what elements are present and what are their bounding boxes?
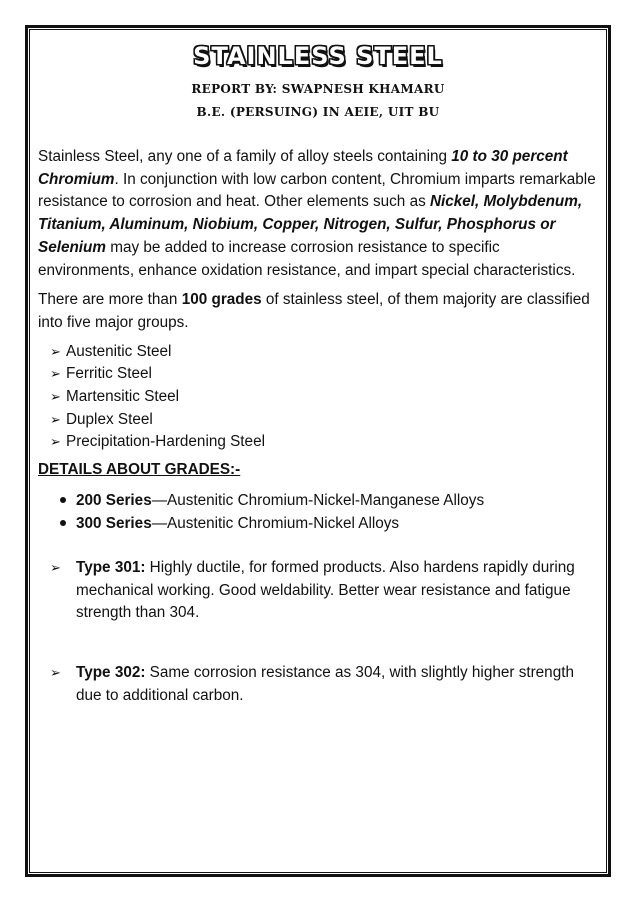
intro-chromium-range: 10 to 30 percent Chromium xyxy=(38,148,568,188)
group-label: Ferritic Steel xyxy=(66,365,152,383)
grades-text-2: of stainless steel, of them majority are classified into five major groups. xyxy=(38,291,590,331)
group-label: Austenitic Steel xyxy=(66,342,172,360)
document-page xyxy=(38,38,598,707)
series-name: 200 Series xyxy=(76,491,152,509)
grades-text-1: There are more than xyxy=(38,291,182,309)
group-label: Duplex Steel xyxy=(66,410,153,428)
groups-list xyxy=(38,341,598,455)
intro-elements: Nickel, Molybdenum, Titanium, Aluminum, Niobium, Copper, Nitrogen, Sulfur, Phosphorus or Selenium xyxy=(38,193,583,256)
list-item xyxy=(50,386,598,409)
grades-count: 100 grades xyxy=(181,291,262,309)
list-item xyxy=(50,431,598,454)
dot-bullet-icon xyxy=(60,497,66,503)
byline-qualification: B.E. (PERSUING) IN AEIE, UIT BU xyxy=(196,105,440,119)
arrow-bullet-icon: ➢ xyxy=(50,411,61,427)
type-name: Type 301: xyxy=(76,558,146,576)
type-301-item xyxy=(38,557,598,625)
intro-paragraph xyxy=(38,146,598,282)
intro-text-2: . In conjunction with low carbon content, Chromium imparts remarkable resistance to corrosion and heat. Other elements such as xyxy=(38,170,596,211)
series-name: 300 Series xyxy=(76,514,152,532)
type-desc: Highly ductile, for formed products. Also hardens rapidly during mechanical working. Good weldability. Better wear resistance and fatigue strength than 304. xyxy=(76,558,575,622)
list-item xyxy=(50,341,598,364)
arrow-bullet-icon: ➢ xyxy=(50,343,61,359)
arrow-bullet-icon: ➢ xyxy=(50,559,61,575)
list-item xyxy=(60,489,598,512)
byline-author: REPORT BY: SWAPNESH KHAMARU xyxy=(191,82,445,96)
list-item xyxy=(50,363,598,386)
type-302-item xyxy=(38,662,598,707)
arrow-bullet-icon: ➢ xyxy=(50,366,61,382)
series-list xyxy=(38,489,598,535)
intro-text-1: Stainless Steel, any one of a family of alloy steels containing xyxy=(38,148,452,165)
intro-text-3: may be added to increase corrosion resistance to specific environments, enhance oxidation resistance, and impart special characteristics. xyxy=(38,238,576,279)
list-item xyxy=(60,512,598,535)
list-item xyxy=(50,409,598,432)
document-title: STAINLESS STEEL xyxy=(193,42,443,70)
type-name: Type 302: xyxy=(76,663,146,681)
arrow-bullet-icon: ➢ xyxy=(50,434,61,450)
group-label: Precipitation-Hardening Steel xyxy=(66,433,265,451)
arrow-bullet-icon: ➢ xyxy=(50,389,61,405)
dot-bullet-icon xyxy=(60,520,66,526)
grades-paragraph xyxy=(38,289,598,334)
group-label: Martensitic Steel xyxy=(66,388,180,406)
type-desc: Same corrosion resistance as 304, with slightly higher strength due to additional carbon. xyxy=(76,663,574,704)
series-desc: —Austenitic Chromium-Nickel Alloys xyxy=(151,514,400,532)
details-heading: DETAILS ABOUT GRADES:- xyxy=(38,461,241,479)
arrow-bullet-icon: ➢ xyxy=(50,664,61,680)
series-desc: —Austenitic Chromium-Nickel-Manganese Alloys xyxy=(151,491,485,509)
